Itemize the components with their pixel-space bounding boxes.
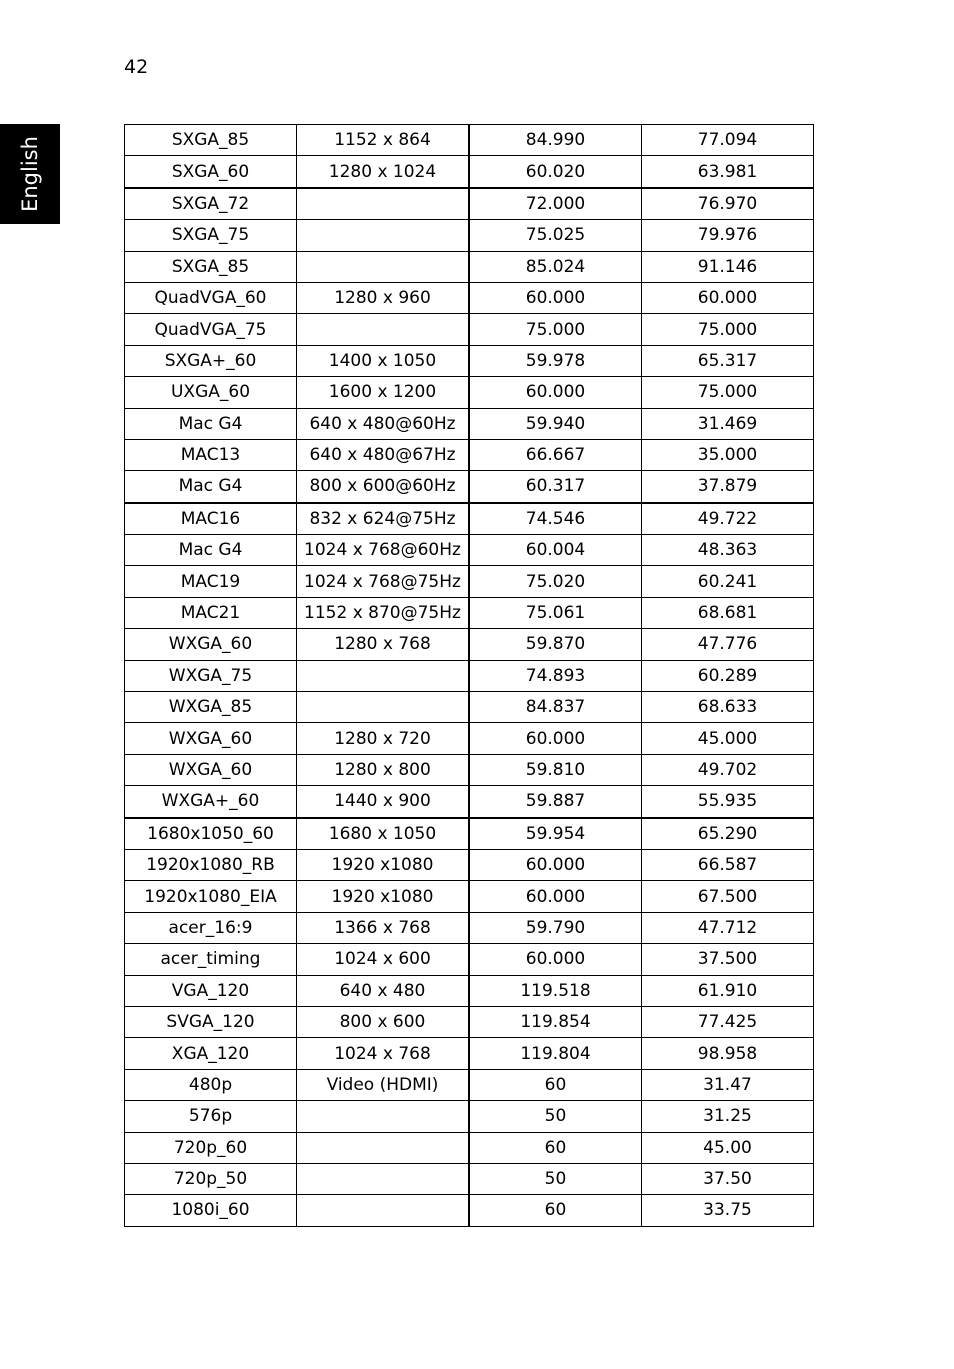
table-row bbox=[125, 1163, 814, 1194]
mode-cell: VGA_120 bbox=[125, 975, 297, 1006]
mode-cell: MAC19 bbox=[125, 566, 297, 597]
v-frequency-cell: 60.000 bbox=[469, 849, 642, 880]
mode-cell: SVGA_120 bbox=[125, 1006, 297, 1037]
resolution-cell: 832 x 624@75Hz bbox=[297, 503, 470, 535]
v-frequency-cell: 59.887 bbox=[469, 786, 642, 818]
v-frequency-cell: 60.000 bbox=[469, 944, 642, 975]
v-frequency-cell: 50 bbox=[469, 1101, 642, 1132]
timing-table-body bbox=[125, 125, 814, 1227]
mode-cell: WXGA_60 bbox=[125, 629, 297, 660]
v-frequency-cell: 72.000 bbox=[469, 188, 642, 220]
resolution-cell: 800 x 600@60Hz bbox=[297, 471, 470, 503]
h-frequency-cell: 68.681 bbox=[642, 597, 814, 628]
mode-cell: 1080i_60 bbox=[125, 1195, 297, 1226]
table-row bbox=[125, 156, 814, 188]
table-row bbox=[125, 912, 814, 943]
table-row bbox=[125, 439, 814, 470]
table-row bbox=[125, 944, 814, 975]
mode-cell: SXGA_85 bbox=[125, 125, 297, 156]
resolution-cell bbox=[297, 188, 470, 220]
v-frequency-cell: 119.854 bbox=[469, 1006, 642, 1037]
v-frequency-cell: 60 bbox=[469, 1195, 642, 1226]
resolution-cell: 1280 x 1024 bbox=[297, 156, 470, 188]
resolution-cell: Video (HDMI) bbox=[297, 1069, 470, 1100]
table-row bbox=[125, 818, 814, 850]
mode-cell: 720p_50 bbox=[125, 1163, 297, 1194]
resolution-cell bbox=[297, 1195, 470, 1226]
resolution-cell: 1280 x 768 bbox=[297, 629, 470, 660]
mode-cell: WXGA_60 bbox=[125, 723, 297, 754]
mode-cell: MAC21 bbox=[125, 597, 297, 628]
mode-cell: 720p_60 bbox=[125, 1132, 297, 1163]
h-frequency-cell: 77.094 bbox=[642, 125, 814, 156]
table-row bbox=[125, 786, 814, 818]
mode-cell: WXGA_60 bbox=[125, 754, 297, 785]
mode-cell: SXGA_75 bbox=[125, 220, 297, 251]
h-frequency-cell: 49.702 bbox=[642, 754, 814, 785]
v-frequency-cell: 85.024 bbox=[469, 251, 642, 282]
v-frequency-cell: 50 bbox=[469, 1163, 642, 1194]
page-number: 42 bbox=[124, 56, 149, 78]
table-row bbox=[125, 345, 814, 376]
v-frequency-cell: 59.790 bbox=[469, 912, 642, 943]
h-frequency-cell: 31.25 bbox=[642, 1101, 814, 1132]
table-row bbox=[125, 1038, 814, 1069]
table-row bbox=[125, 723, 814, 754]
mode-cell: 576p bbox=[125, 1101, 297, 1132]
v-frequency-cell: 74.546 bbox=[469, 503, 642, 535]
resolution-cell: 1024 x 768@75Hz bbox=[297, 566, 470, 597]
resolution-cell: 1280 x 720 bbox=[297, 723, 470, 754]
h-frequency-cell: 76.970 bbox=[642, 188, 814, 220]
resolution-cell: 1024 x 768 bbox=[297, 1038, 470, 1069]
h-frequency-cell: 49.722 bbox=[642, 503, 814, 535]
table-row bbox=[125, 1069, 814, 1100]
h-frequency-cell: 33.75 bbox=[642, 1195, 814, 1226]
table-row bbox=[125, 251, 814, 282]
h-frequency-cell: 45.000 bbox=[642, 723, 814, 754]
v-frequency-cell: 74.893 bbox=[469, 660, 642, 691]
table-row bbox=[125, 282, 814, 313]
table-row bbox=[125, 692, 814, 723]
mode-cell: SXGA+_60 bbox=[125, 345, 297, 376]
resolution-cell: 1680 x 1050 bbox=[297, 818, 470, 850]
timing-table bbox=[124, 124, 814, 1227]
v-frequency-cell: 59.810 bbox=[469, 754, 642, 785]
h-frequency-cell: 37.50 bbox=[642, 1163, 814, 1194]
h-frequency-cell: 75.000 bbox=[642, 377, 814, 408]
h-frequency-cell: 60.000 bbox=[642, 282, 814, 313]
v-frequency-cell: 59.978 bbox=[469, 345, 642, 376]
table-row bbox=[125, 1132, 814, 1163]
h-frequency-cell: 35.000 bbox=[642, 439, 814, 470]
table-row bbox=[125, 503, 814, 535]
mode-cell: UXGA_60 bbox=[125, 377, 297, 408]
v-frequency-cell: 60 bbox=[469, 1069, 642, 1100]
resolution-cell: 1280 x 960 bbox=[297, 282, 470, 313]
mode-cell: 1680x1050_60 bbox=[125, 818, 297, 850]
resolution-cell bbox=[297, 660, 470, 691]
resolution-cell bbox=[297, 314, 470, 345]
v-frequency-cell: 59.940 bbox=[469, 408, 642, 439]
table-row bbox=[125, 471, 814, 503]
resolution-cell: 1366 x 768 bbox=[297, 912, 470, 943]
resolution-cell: 640 x 480@60Hz bbox=[297, 408, 470, 439]
resolution-cell bbox=[297, 1101, 470, 1132]
resolution-cell bbox=[297, 251, 470, 282]
mode-cell: 1920x1080_RB bbox=[125, 849, 297, 880]
h-frequency-cell: 31.47 bbox=[642, 1069, 814, 1100]
table-row bbox=[125, 1195, 814, 1226]
v-frequency-cell: 60 bbox=[469, 1132, 642, 1163]
h-frequency-cell: 68.633 bbox=[642, 692, 814, 723]
resolution-cell: 1152 x 864 bbox=[297, 125, 470, 156]
table-row bbox=[125, 125, 814, 156]
h-frequency-cell: 91.146 bbox=[642, 251, 814, 282]
mode-cell: Mac G4 bbox=[125, 408, 297, 439]
v-frequency-cell: 60.000 bbox=[469, 723, 642, 754]
resolution-cell: 1400 x 1050 bbox=[297, 345, 470, 376]
mode-cell: SXGA_60 bbox=[125, 156, 297, 188]
mode-cell: acer_timing bbox=[125, 944, 297, 975]
resolution-cell: 1024 x 768@60Hz bbox=[297, 535, 470, 566]
mode-cell: MAC16 bbox=[125, 503, 297, 535]
h-frequency-cell: 60.241 bbox=[642, 566, 814, 597]
h-frequency-cell: 31.469 bbox=[642, 408, 814, 439]
mode-cell: MAC13 bbox=[125, 439, 297, 470]
h-frequency-cell: 65.290 bbox=[642, 818, 814, 850]
h-frequency-cell: 65.317 bbox=[642, 345, 814, 376]
mode-cell: WXGA_75 bbox=[125, 660, 297, 691]
v-frequency-cell: 75.000 bbox=[469, 314, 642, 345]
h-frequency-cell: 67.500 bbox=[642, 881, 814, 912]
mode-cell: 480p bbox=[125, 1069, 297, 1100]
v-frequency-cell: 84.990 bbox=[469, 125, 642, 156]
resolution-cell: 1024 x 600 bbox=[297, 944, 470, 975]
v-frequency-cell: 75.025 bbox=[469, 220, 642, 251]
resolution-cell: 640 x 480 bbox=[297, 975, 470, 1006]
resolution-cell bbox=[297, 1132, 470, 1163]
v-frequency-cell: 119.518 bbox=[469, 975, 642, 1006]
language-tab-label: English bbox=[18, 136, 42, 212]
h-frequency-cell: 61.910 bbox=[642, 975, 814, 1006]
mode-cell: XGA_120 bbox=[125, 1038, 297, 1069]
h-frequency-cell: 47.712 bbox=[642, 912, 814, 943]
table-row bbox=[125, 408, 814, 439]
table-row bbox=[125, 975, 814, 1006]
table-row bbox=[125, 849, 814, 880]
h-frequency-cell: 47.776 bbox=[642, 629, 814, 660]
h-frequency-cell: 60.289 bbox=[642, 660, 814, 691]
h-frequency-cell: 37.500 bbox=[642, 944, 814, 975]
v-frequency-cell: 60.000 bbox=[469, 377, 642, 408]
mode-cell: WXGA+_60 bbox=[125, 786, 297, 818]
v-frequency-cell: 59.870 bbox=[469, 629, 642, 660]
v-frequency-cell: 66.667 bbox=[469, 439, 642, 470]
h-frequency-cell: 37.879 bbox=[642, 471, 814, 503]
h-frequency-cell: 66.587 bbox=[642, 849, 814, 880]
table-row bbox=[125, 881, 814, 912]
h-frequency-cell: 77.425 bbox=[642, 1006, 814, 1037]
v-frequency-cell: 60.020 bbox=[469, 156, 642, 188]
v-frequency-cell: 75.020 bbox=[469, 566, 642, 597]
table-row bbox=[125, 597, 814, 628]
table-row bbox=[125, 1101, 814, 1132]
mode-cell: Mac G4 bbox=[125, 535, 297, 566]
table-row bbox=[125, 629, 814, 660]
h-frequency-cell: 63.981 bbox=[642, 156, 814, 188]
mode-cell: SXGA_85 bbox=[125, 251, 297, 282]
v-frequency-cell: 84.837 bbox=[469, 692, 642, 723]
h-frequency-cell: 55.935 bbox=[642, 786, 814, 818]
mode-cell: QuadVGA_60 bbox=[125, 282, 297, 313]
v-frequency-cell: 75.061 bbox=[469, 597, 642, 628]
table-row bbox=[125, 377, 814, 408]
resolution-cell: 1920 x1080 bbox=[297, 881, 470, 912]
resolution-cell: 640 x 480@67Hz bbox=[297, 439, 470, 470]
h-frequency-cell: 45.00 bbox=[642, 1132, 814, 1163]
resolution-cell: 1600 x 1200 bbox=[297, 377, 470, 408]
v-frequency-cell: 119.804 bbox=[469, 1038, 642, 1069]
v-frequency-cell: 60.000 bbox=[469, 881, 642, 912]
resolution-cell: 800 x 600 bbox=[297, 1006, 470, 1037]
v-frequency-cell: 60.317 bbox=[469, 471, 642, 503]
v-frequency-cell: 60.004 bbox=[469, 535, 642, 566]
resolution-cell: 1280 x 800 bbox=[297, 754, 470, 785]
resolution-cell: 1920 x1080 bbox=[297, 849, 470, 880]
mode-cell: WXGA_85 bbox=[125, 692, 297, 723]
table-row bbox=[125, 1006, 814, 1037]
resolution-cell: 1152 x 870@75Hz bbox=[297, 597, 470, 628]
h-frequency-cell: 98.958 bbox=[642, 1038, 814, 1069]
table-row bbox=[125, 314, 814, 345]
table-row bbox=[125, 566, 814, 597]
mode-cell: 1920x1080_EIA bbox=[125, 881, 297, 912]
table-row bbox=[125, 754, 814, 785]
table-row bbox=[125, 188, 814, 220]
h-frequency-cell: 75.000 bbox=[642, 314, 814, 345]
table-row bbox=[125, 660, 814, 691]
v-frequency-cell: 59.954 bbox=[469, 818, 642, 850]
mode-cell: acer_16:9 bbox=[125, 912, 297, 943]
mode-cell: Mac G4 bbox=[125, 471, 297, 503]
table-row bbox=[125, 535, 814, 566]
resolution-cell: 1440 x 900 bbox=[297, 786, 470, 818]
mode-cell: QuadVGA_75 bbox=[125, 314, 297, 345]
resolution-cell bbox=[297, 220, 470, 251]
mode-cell: SXGA_72 bbox=[125, 188, 297, 220]
table-row bbox=[125, 220, 814, 251]
v-frequency-cell: 60.000 bbox=[469, 282, 642, 313]
resolution-cell bbox=[297, 692, 470, 723]
h-frequency-cell: 79.976 bbox=[642, 220, 814, 251]
resolution-cell bbox=[297, 1163, 470, 1194]
language-side-tab bbox=[0, 124, 60, 224]
h-frequency-cell: 48.363 bbox=[642, 535, 814, 566]
